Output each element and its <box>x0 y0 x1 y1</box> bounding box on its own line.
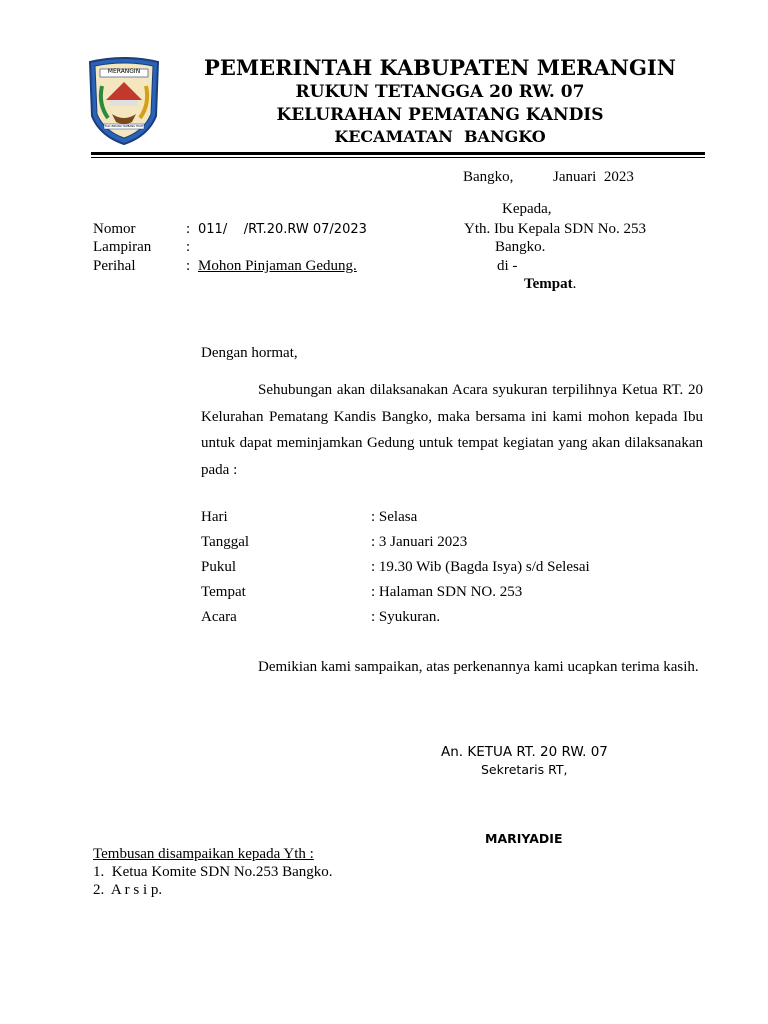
header-rule-thick <box>91 152 705 155</box>
cc-item-2: 2. A r s i p. <box>93 882 163 898</box>
signature-line1: An. KETUA RT. 20 RW. 07 <box>441 744 608 760</box>
date-place: Bangko, <box>463 169 514 185</box>
date-value: Januari 2023 <box>553 169 634 185</box>
recipient-kepada: Kepada, <box>502 201 552 217</box>
detail-value-hari: : Selasa <box>371 509 418 525</box>
letterhead-line2: RUKUN TETANGGA 20 RW. 07 <box>295 82 585 102</box>
perihal-value: Mohon Pinjaman Gedung. <box>198 258 357 274</box>
letterhead-line3: KELURAHAN PEMATANG KANDIS <box>276 105 604 125</box>
detail-label-hari: Hari <box>201 509 228 525</box>
paragraph-closing: Demikian kami sampaikan, atas perkenannya kami ucapkan terima kasih. <box>258 659 699 675</box>
nomor-label: Nomor <box>93 221 136 237</box>
detail-label-acara: Acara <box>201 609 237 625</box>
nomor-colon: : <box>186 221 191 237</box>
detail-value-pukul: : 19.30 Wib (Bagda Isya) s/d Selesai <box>371 559 590 575</box>
letterhead-line4: KECAMATAN BANGKO <box>334 127 546 146</box>
recipient-tempat-dot: . <box>572 276 577 292</box>
detail-value-tempat: : Halaman SDN NO. 253 <box>371 584 523 600</box>
paragraph-request: Sehubungan akan dilaksanakan Acara syukuran terpilihnya Ketua RT. 20 Kelurahan Pematang Kandis Bangko, maka bersama ini kami mohon kepada Ibu untuk dapat meminjamkan Gedung untuk tempat kegiatan yang akan dilaksanakan pada : <box>201 382 703 478</box>
detail-value-tanggal: : 3 Januari 2023 <box>371 534 468 550</box>
detail-value-acara: : Syukuran. <box>371 609 441 625</box>
cc-title: Tembusan disampaikan kepada Yth : <box>93 846 314 862</box>
lampiran-colon: : <box>186 239 191 255</box>
signature-name: MARIYADIE <box>485 831 563 846</box>
detail-label-tanggal: Tanggal <box>201 534 250 550</box>
cc-item-1: 1. Ketua Komite SDN No.253 Bangko. <box>93 864 333 880</box>
recipient-tempat-line <box>524 276 576 293</box>
logo-motto: TALI UNDANG TAMBANG TELITI <box>104 125 144 128</box>
lampiran-label: Lampiran <box>93 239 152 255</box>
greeting: Dengan hormat, <box>201 345 298 361</box>
recipient-line2: Bangko. <box>495 239 546 255</box>
letterhead-line1: PEMERINTAH KABUPATEN MERANGIN <box>204 55 676 80</box>
regency-logo <box>86 56 162 146</box>
nomor-value: 011/ /RT.20.RW 07/2023 <box>198 222 367 237</box>
detail-label-tempat: Tempat <box>201 584 246 600</box>
perihal-colon: : <box>186 258 191 274</box>
perihal-label: Perihal <box>93 258 136 274</box>
logo-label: MERANGIN <box>107 68 141 75</box>
recipient-tempat: Tempat <box>524 276 573 292</box>
detail-label-pukul: Pukul <box>201 559 237 575</box>
recipient-line1: Yth. Ibu Kepala SDN No. 253 <box>464 221 647 237</box>
header-rule-thin <box>91 157 705 158</box>
signature-line2: Sekretaris RT, <box>481 762 568 777</box>
recipient-line3: di - <box>497 258 518 274</box>
